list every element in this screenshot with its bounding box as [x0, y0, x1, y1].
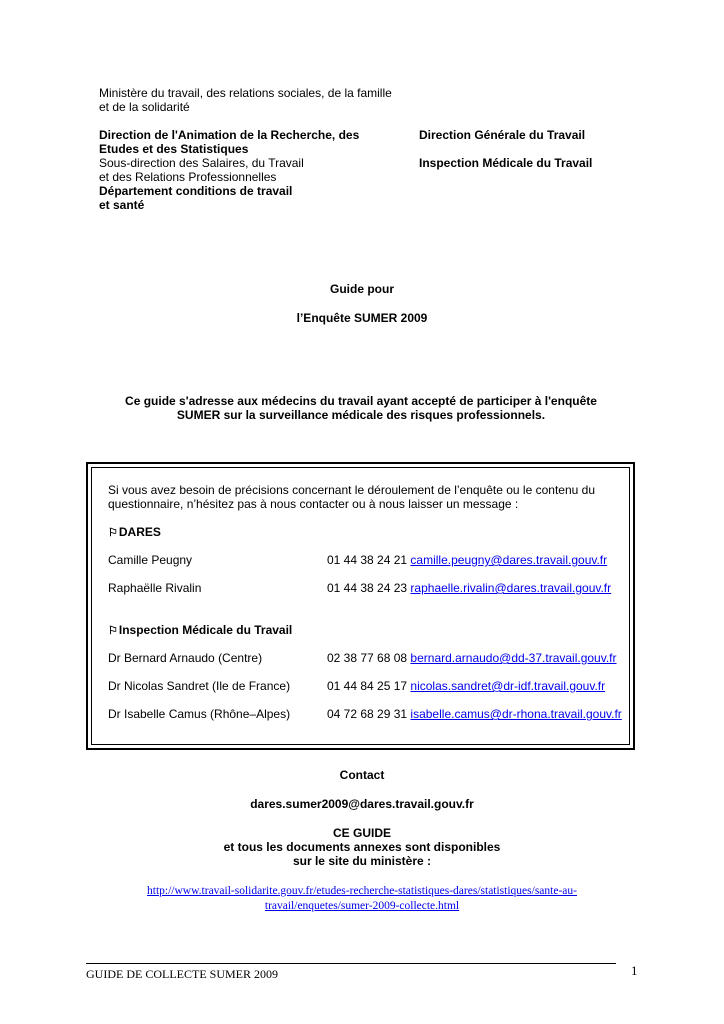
left-subdirection-line-2: et des Relations Professionnelles	[99, 170, 277, 184]
contact-heading: Contact	[339, 768, 385, 782]
contact-name: Dr Nicolas Sandret (Ile de France)	[108, 679, 291, 693]
imt-heading	[108, 623, 292, 638]
left-department-line-2: et santé	[99, 198, 145, 212]
contact-name: Dr Bernard Arnaudo (Centre)	[108, 651, 263, 665]
contact-email-link[interactable]: bernard.arnaudo@dd-37.travail.gouv.fr	[410, 651, 617, 665]
contact-email: dares.sumer2009@dares.travail.gouv.fr	[250, 797, 474, 811]
footer-rule	[86, 963, 616, 964]
left-direction-line-1: Direction de l'Animation de la Recherche, des	[99, 128, 360, 142]
contact-phone: 01 44 38 24 23 raphaelle.rivalin@dares.travail.gouv.fr	[327, 581, 612, 595]
contact-phone: 01 44 38 24 21 camille.peugny@dares.travail.gouv.fr	[327, 553, 608, 567]
page-number: 1	[631, 963, 638, 978]
right-inspection: Inspection Médicale du Travail	[419, 156, 593, 170]
contact-email-link[interactable]: raphaelle.rivalin@dares.travail.gouv.fr	[410, 581, 612, 595]
left-department-line-1: Département conditions de travail	[99, 184, 293, 198]
flag-icon: ⚐	[108, 527, 118, 539]
imt-heading-label: Inspection Médicale du Travail	[118, 623, 293, 637]
title-line-2: l’Enquête SUMER 2009	[296, 311, 428, 325]
box-text-line-2: questionnaire, n’hésitez pas à nous contacter ou à nous laisser un message :	[108, 497, 519, 511]
guide-line-3: sur le site du ministère :	[292, 854, 432, 868]
contact-email-link[interactable]: isabelle.camus@dr-rhona.travail.gouv.fr	[410, 707, 622, 721]
contact-phone: 04 72 68 29 31 isabelle.camus@dr-rhona.travail.gouv.fr	[327, 707, 622, 721]
flag-icon: ⚐	[108, 625, 118, 637]
site-url-line-1[interactable]: http://www.travail-solidarite.gouv.fr/etudes-recherche-statistiques-dares/statistiques/sante-au-	[147, 885, 577, 897]
intro-line-2: SUMER sur la surveillance médicale des risques professionnels.	[176, 408, 546, 422]
contact-email-link[interactable]: camille.peugny@dares.travail.gouv.fr	[410, 553, 608, 567]
contact-name: Raphaëlle Rivalin	[108, 581, 202, 595]
ministry-line-2: et de la solidarité	[99, 100, 190, 114]
site-url-line-2[interactable]: travail/enquetes/sumer-2009-collecte.html	[264, 900, 460, 912]
dares-heading	[108, 525, 161, 540]
footer-label: GUIDE DE COLLECTE SUMER 2009	[86, 967, 278, 981]
contact-name: Camille Peugny	[108, 553, 193, 567]
contact-phone: 01 44 84 25 17 nicolas.sandret@dr-idf.travail.gouv.fr	[327, 679, 606, 693]
left-direction-line-2: Etudes et des Statistiques	[99, 142, 249, 156]
left-subdirection-line-1: Sous-direction des Salaires, du Travail	[99, 156, 304, 170]
intro-line-1: Ce guide s'adresse aux médecins du travail ayant accepté de participer à l'enquête	[125, 394, 597, 408]
contact-email-link[interactable]: nicolas.sandret@dr-idf.travail.gouv.fr	[410, 679, 606, 693]
guide-line-1: CE GUIDE	[332, 826, 391, 840]
contact-phone: 02 38 77 68 08 bernard.arnaudo@dd-37.travail.gouv.fr	[327, 651, 617, 665]
right-direction: Direction Générale du Travail	[419, 128, 586, 142]
guide-line-2: et tous les documents annexes sont disponibles	[223, 840, 501, 854]
title-line-1: Guide pour	[330, 282, 394, 296]
box-text-line-1: Si vous avez besoin de précisions concernant le déroulement de l’enquête ou le contenu du	[108, 483, 595, 497]
contact-name: Dr Isabelle Camus (Rhône–Alpes)	[108, 707, 291, 721]
ministry-line-1: Ministère du travail, des relations sociales, de la famille	[99, 86, 392, 100]
dares-heading-label: DARES	[118, 525, 161, 539]
